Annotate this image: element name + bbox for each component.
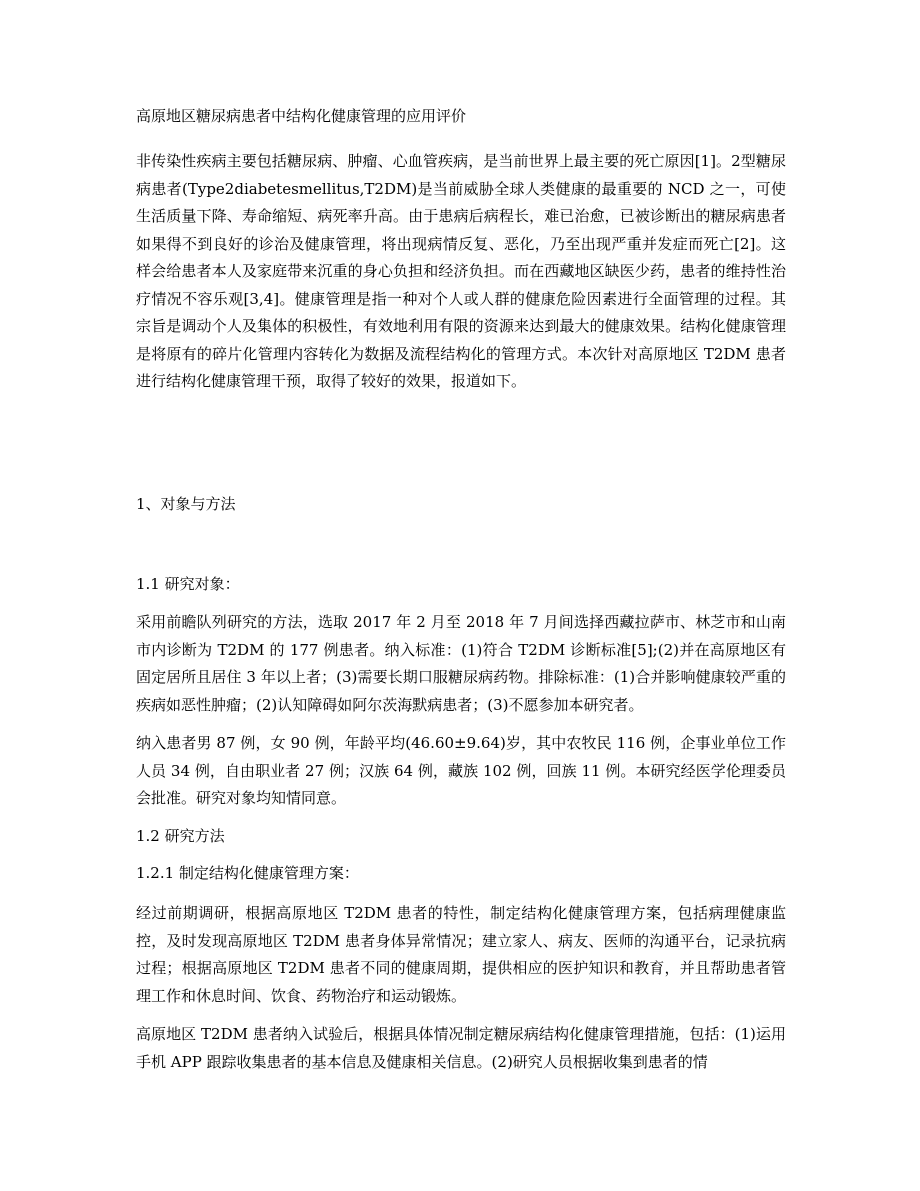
section-heading-1-2-1: 1.2.1 制定结构化健康管理方案： xyxy=(136,864,359,882)
paragraph-management-plan: 经过前期调研，根据高原地区 T2DM 患者的特性，制定结构化健康管理方案，包括病理健康监控，及时发现高原地区 T2DM 患者身体异常情况；建立家人、病友、医师的沟通平台，记录抗病过程；根据高原地区 T2DM 患者不同的健康周期，提供相应的医护知识和教育，并且帮助患者管理工作和休息时间、饮食、药物治疗和运动锻炼。 xyxy=(136,904,786,1005)
paragraph-study-subjects: 采用前瞻队列研究的方法，选取 2017 年 2 月至 2018 年 7 月间选择西藏拉萨市、林芝市和山南市内诊断为 T2DM 的 177 例患者。纳入标准：(1)符合 T2DM 诊断标准[5];(2)并在高原地区有固定居所且居住 3 年以上者；(3)需要长期口服糖尿病药物。排除标准：(1)合并影响健康较严重的疾病如恶性肿瘤；(2)认知障碍如阿尔茨海默病患者；(3)不愿参加本研究者。 xyxy=(136,613,786,714)
section-heading-1: 1、对象与方法 xyxy=(136,495,236,513)
document-title: 高原地区糖尿病患者中结构化健康管理的应用评价 xyxy=(136,107,467,125)
paragraph-introduction: 非传染性疾病主要包括糖尿病、肿瘤、心血管疾病，是当前世界上最主要的死亡原因[1]。2型糖尿病患者(Type2diabetesmellitus,T2DM)是当前威胁全球人类健康的最重要的 NCD 之一，可使生活质量下降、寿命缩短、病死率升高。由于患病后病程长，难已治愈，已被诊断出的糖尿病患者如果得不到良好的诊治及健康管理，将出现病情反复、恶化，乃至出现严重并发症而死亡[2]。这样会给患者本人及家庭带来沉重的身心负担和经济负担。而在西藏地区缺医少药，患者的维持性治疗情况不容乐观[3,4]。健康管理是指一种对个人或人群的健康危险因素进行全面管理的过程。其宗旨是调动个人及集体的积极性，有效地利用有限的资源来达到最大的健康效果。结构化健康管理是将原有的碎片化管理内容转化为数据及流程结构化的管理方式。本次针对高原地区 T2DM 患者进行结构化健康管理干预，取得了较好的效果，报道如下。 xyxy=(136,152,786,390)
paragraph-patient-demographics: 纳入患者男 87 例，女 90 例，年龄平均(46.60±9.64)岁，其中农牧民 116 例，企事业单位工作人员 34 例，自由职业者 27 例；汉族 64 例，藏族 102 例，回族 11 例。本研究经医学伦理委员会批准。研究对象均知情同意。 xyxy=(136,734,786,807)
section-heading-1-2: 1.2 研究方法 xyxy=(136,827,225,845)
section-heading-1-1: 1.1 研究对象： xyxy=(136,575,240,593)
paragraph-management-measures: 高原地区 T2DM 患者纳入试验后，根据具体情况制定糖尿病结构化健康管理措施，包括：(1)运用手机 APP 跟踪收集患者的基本信息及健康相关信息。(2)研究人员根据收集到患者的情 xyxy=(136,1025,786,1071)
